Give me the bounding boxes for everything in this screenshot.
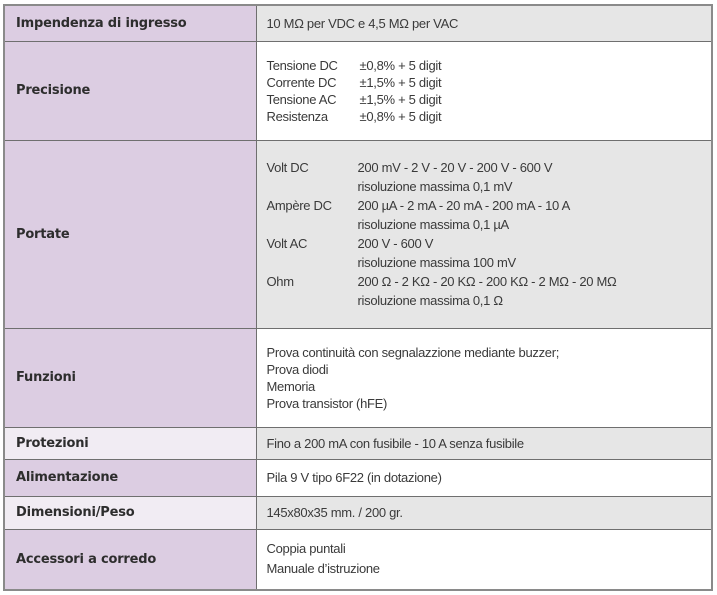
spec-line: Tensione AC ±1,5% + 5 digit [266, 91, 442, 107]
row-value: 10 MΩ per VDC e 4,5 MΩ per VAC [256, 5, 712, 41]
resolution-line: risoluzione massima 0,1 µA [357, 217, 509, 232]
spec-line: Resistenza ±0,8% + 5 digit [266, 108, 442, 124]
range-line: Ampère DC 200 µA - 2 mA - 20 mA - 200 mA - 10 A [266, 198, 570, 213]
row-value: Fino a 200 mA con fusibile - 10 A senza fusibile [256, 427, 712, 459]
row-label: Dimensioni/Peso [4, 496, 256, 529]
spec-table [3, 4, 713, 591]
table-row [4, 140, 712, 328]
spec-line: Corrente DC ±1,5% + 5 digit [266, 74, 442, 90]
table-row [4, 328, 712, 427]
row-label: Protezioni [4, 427, 256, 459]
resolution-line: risoluzione massima 100 mV [357, 255, 516, 270]
range-line: Volt AC 200 V - 600 V [266, 236, 434, 251]
table-row [4, 5, 712, 41]
table-row [4, 496, 712, 529]
spec-line: Tensione DC ±0,8% + 5 digit [266, 57, 442, 73]
row-value [256, 140, 712, 328]
row-value: Prova continuità con segnalazzione mediante buzzer; Prova diodi Memoria Prova transistor (hFE) [256, 328, 712, 427]
row-label: Impendenza di ingresso [4, 5, 256, 41]
table-row [4, 41, 712, 140]
row-label: Funzioni [4, 328, 256, 427]
resolution-line: risoluzione massima 0,1 mV [357, 179, 513, 194]
row-label: Accessori a corredo [4, 529, 256, 590]
range-line: Ohm 200 Ω - 2 KΩ - 20 KΩ - 200 KΩ - 2 MΩ - 20 MΩ [266, 274, 617, 289]
resolution-line: risoluzione massima 0,1 Ω [357, 293, 503, 308]
row-value [256, 41, 712, 140]
range-line: Volt DC 200 mV - 2 V - 20 V - 200 V - 600 V [266, 160, 553, 175]
row-value: Pila 9 V tipo 6F22 (in dotazione) [256, 459, 712, 496]
table-row [4, 427, 712, 459]
row-value: Coppia puntali Manuale d’istruzione [256, 529, 712, 590]
table-row [4, 529, 712, 590]
row-label: Precisione [4, 41, 256, 140]
row-label: Portate [4, 140, 256, 328]
row-label: Alimentazione [4, 459, 256, 496]
table-row [4, 459, 712, 496]
row-value: 145x80x35 mm. / 200 gr. [256, 496, 712, 529]
